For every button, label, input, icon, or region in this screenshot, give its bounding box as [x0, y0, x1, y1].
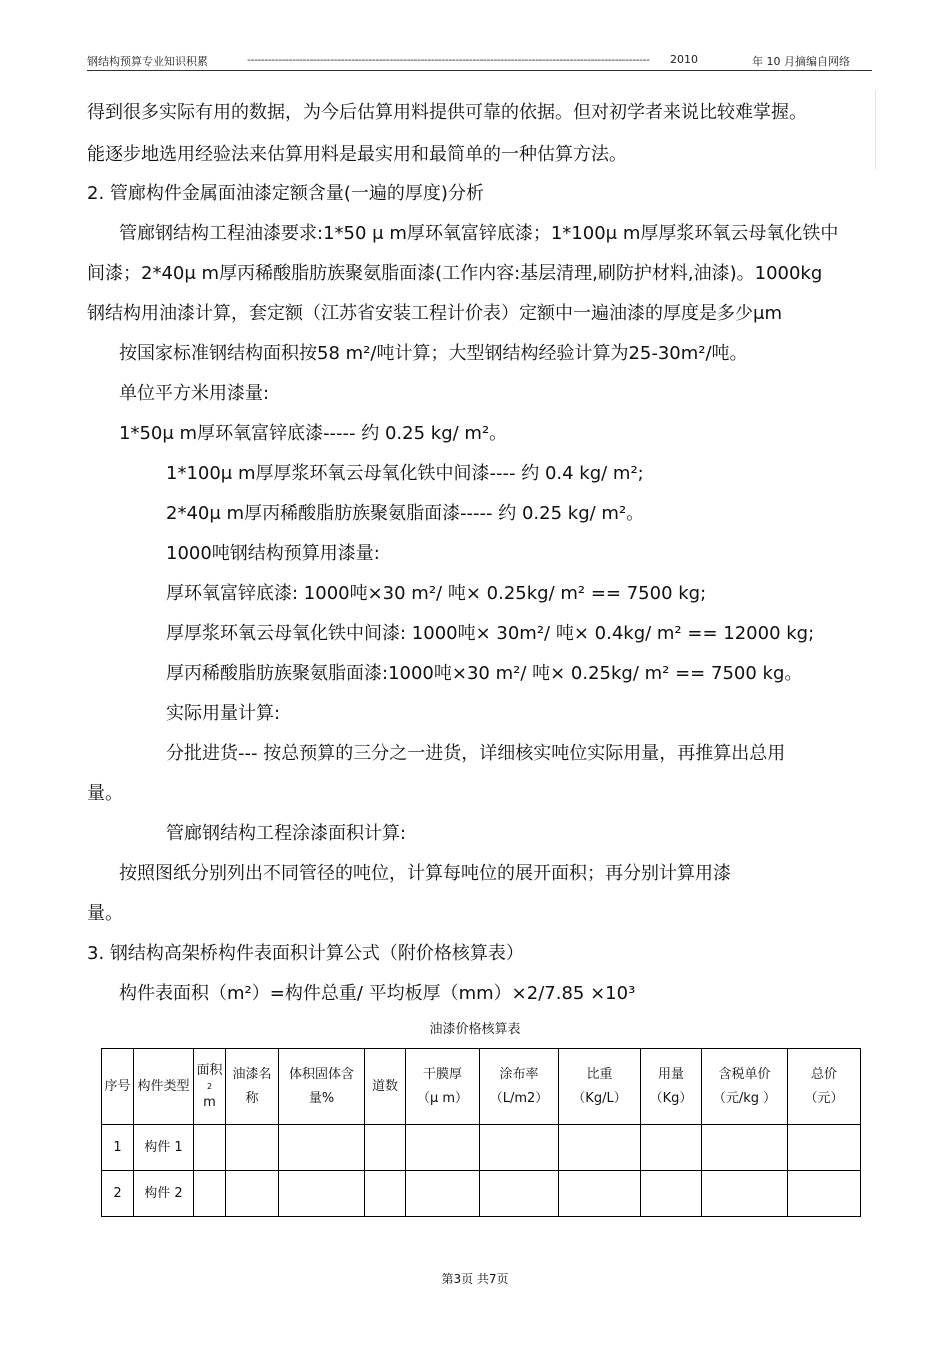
formula-line: 构件表面积（m²）=构件总重/ 平均板厚（mm）×2/7.85 ×10³ — [119, 983, 636, 1004]
header-right-text: 年 10 月摘编自网络 — [752, 55, 850, 68]
page-number: 第3页 共7页 — [441, 1272, 509, 1286]
col-header-spread: 涂布率 （L/m2） — [480, 1049, 559, 1125]
paragraph-line: 厚厚浆环氧云母氧化铁中间漆: 1000吨× 30m²/ 吨× 0.4kg/ m² == 12000 kg; — [166, 623, 815, 644]
table-row — [102, 1171, 861, 1217]
table-header-row — [102, 1049, 861, 1125]
col-header-qty: 用量 （Kg） — [641, 1049, 702, 1125]
col-header-density: 比重 （Kg/L） — [559, 1049, 641, 1125]
paragraph-line: 1000吨钢结构预算用漆量: — [166, 543, 380, 564]
cell-empty — [406, 1171, 480, 1217]
col-header-type: 构件类型 — [134, 1049, 194, 1125]
table-row — [102, 1125, 861, 1171]
cell-type: 构件 2 — [134, 1171, 194, 1217]
paragraph-line: 分批进货--- 按总预算的三分之一进货，详细核实吨位实际用量，再推算出总用 — [166, 743, 786, 764]
cell-empty — [365, 1171, 406, 1217]
col-header-unit-price: 含税单价 （元/kg ） — [702, 1049, 788, 1125]
cell-seq: 1 — [102, 1125, 134, 1171]
cell-empty — [702, 1171, 788, 1217]
cell-empty — [480, 1171, 559, 1217]
paragraph-line: 厚丙稀酸脂肪族聚氨脂面漆:1000吨×30 m²/ 吨× 0.25kg/ m² == 7500 kg。 — [166, 663, 803, 684]
paragraph-line: 量。 — [87, 783, 123, 804]
paragraph-line: 管廊钢结构工程油漆要求:1*50 μ m厚环氧富锌底漆；1*100μ m厚厚浆环氧云母氧化铁中 — [119, 223, 839, 244]
paragraph-line: 按国家标准钢结构面积按58 m²/吨计算；大型钢结构经验计算为25-30m²/吨。 — [119, 343, 748, 364]
header-dashes: -------------------------------------------------------------------------------------------------------------------- — [247, 53, 650, 66]
col-header-seq: 序号 — [102, 1049, 134, 1125]
paragraph-line: 量。 — [87, 903, 123, 924]
cell-empty — [194, 1125, 226, 1171]
header-year: 2010 — [670, 53, 698, 66]
paragraph-line: 按照图纸分别列出不同管径的吨位，计算每吨位的展开面积；再分别计算用漆 — [119, 863, 731, 884]
table-caption: 油漆价格核算表 — [429, 1022, 521, 1037]
paragraph-line: 1*50μ m厚环氧富锌底漆----- 约 0.25 kg/ m²。 — [119, 423, 508, 444]
col-header-passes: 道数 — [365, 1049, 406, 1125]
cell-empty — [480, 1125, 559, 1171]
cell-empty — [641, 1125, 702, 1171]
cell-empty — [641, 1171, 702, 1217]
section-3-title: 3. 钢结构高架桥构件表面积计算公式（附价格核算表） — [87, 943, 524, 964]
cell-empty — [279, 1125, 365, 1171]
paragraph-line: 单位平方米用漆量: — [119, 383, 270, 404]
header-left-text: 钢结构预算专业知识积累 — [87, 55, 208, 68]
col-header-area: 面积 2 m — [194, 1049, 226, 1125]
paint-price-table — [101, 1048, 861, 1217]
paragraph-line: 钢结构用油漆计算，套定额（江苏省安装工程计价表）定额中一遍油漆的厚度是多少μm — [87, 303, 782, 324]
cell-empty — [702, 1125, 788, 1171]
cell-empty — [279, 1171, 365, 1217]
cell-type: 构件 1 — [134, 1125, 194, 1171]
cell-empty — [559, 1125, 641, 1171]
cell-empty — [194, 1171, 226, 1217]
section-2-title: 2. 管廊构件金属面油漆定额含量(一遍的厚度)分析 — [87, 183, 484, 204]
cell-empty — [226, 1125, 279, 1171]
col-header-solid: 体积固体含量% — [279, 1049, 365, 1125]
cell-empty — [559, 1171, 641, 1217]
col-header-total: 总价 （元） — [788, 1049, 861, 1125]
col-header-dft: 干膜厚 （μ m） — [406, 1049, 480, 1125]
paragraph-line: 得到很多实际有用的数据，为今后估算用料提供可靠的依据。但对初学者来说比较难掌握。 — [87, 102, 807, 123]
paragraph-line: 1*100μ m厚厚浆环氧云母氧化铁中间漆---- 约 0.4 kg/ m²; — [166, 463, 644, 484]
paragraph-line: 管廊钢结构工程涂漆面积计算: — [166, 823, 407, 844]
cell-empty — [406, 1125, 480, 1171]
paragraph-line: 厚环氧富锌底漆: 1000吨×30 m²/ 吨× 0.25kg/ m² == 7500 kg; — [166, 583, 707, 604]
paragraph-line: 能逐步地选用经验法来估算用料是最实用和最简单的一种估算方法。 — [87, 144, 627, 165]
cell-empty — [365, 1125, 406, 1171]
cell-seq: 2 — [102, 1171, 134, 1217]
paragraph-line: 2*40μ m厚丙稀酸脂肪族聚氨脂面漆----- 约 0.25 kg/ m²。 — [166, 503, 645, 524]
paragraph-line: 实际用量计算: — [166, 703, 281, 724]
cell-empty — [226, 1171, 279, 1217]
col-header-paint: 油漆名称 — [226, 1049, 279, 1125]
cell-empty — [788, 1125, 861, 1171]
cell-empty — [788, 1171, 861, 1217]
paragraph-line: 间漆；2*40μ m厚丙稀酸脂肪族聚氨脂面漆(工作内容:基层清理,刷防护材料,油漆)。1000kg — [87, 263, 823, 284]
page-header — [87, 50, 872, 71]
